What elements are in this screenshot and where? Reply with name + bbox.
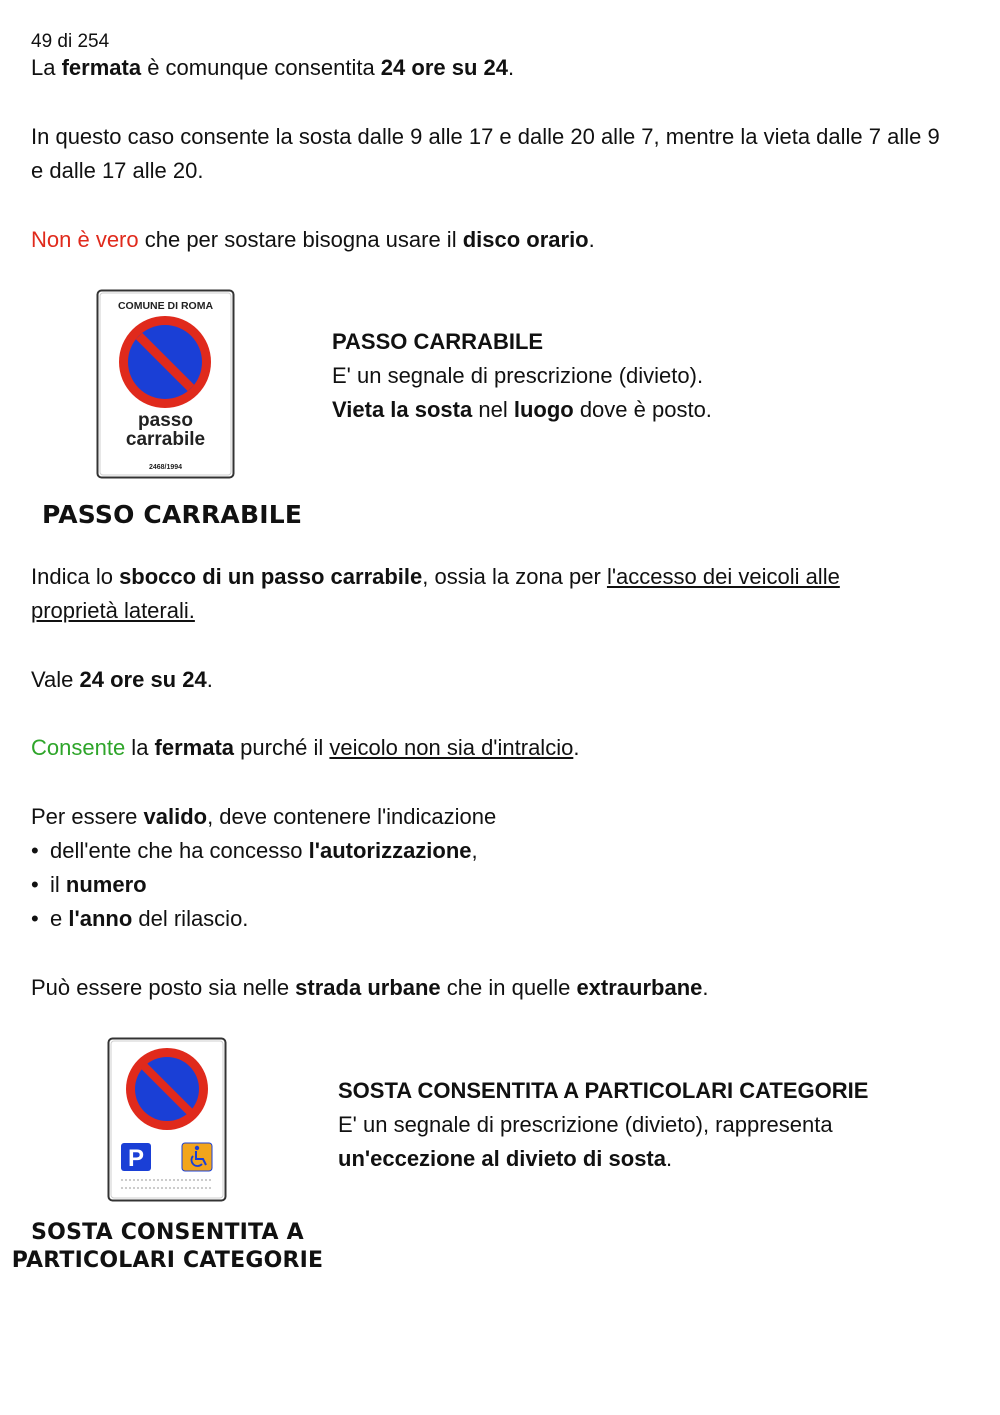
intro-paragraph-2: In questo caso consente la sosta dalle 9 alle 17 e dalle 20 alle 7, mentre la vieta dalle 7 alle 9 e dalle 17 alle 20. xyxy=(31,124,940,183)
sign-line-2: carrabile xyxy=(125,429,206,450)
passo-carrabile-sign xyxy=(96,289,235,479)
sign1-desc-title: PASSO CARRABILE xyxy=(332,329,544,354)
sign2-caption-line1: SOSTA CONSENTITA A xyxy=(31,1220,304,1245)
list-item: • e l'anno del rilascio. xyxy=(31,902,961,936)
no-parking-icon xyxy=(119,316,211,408)
sign2-caption xyxy=(0,1219,335,1275)
body-paragraph-1: Indica lo sbocco di un passo carrabile, ossia la zona per l'accesso dei veicoli alle proprietà laterali. xyxy=(31,564,840,623)
wheelchair-icon xyxy=(182,1143,212,1171)
no-parking-icon xyxy=(126,1048,208,1130)
parking-icon xyxy=(121,1143,151,1172)
allowed-text: Consente xyxy=(31,735,126,760)
sign-header-text: COMUNE DI ROMA xyxy=(117,300,214,312)
sign2-desc-title: SOSTA CONSENTITA A PARTICOLARI CATEGORIE xyxy=(338,1078,869,1103)
bullet-list xyxy=(31,834,961,936)
false-claim-text: Non è vero xyxy=(31,227,139,252)
intro-paragraph-1: La fermata è comunque consentita 24 ore su 24. xyxy=(31,55,515,80)
sign1-description xyxy=(332,325,972,427)
page-number: 49 di 254 xyxy=(31,31,110,52)
sign2-desc-line1: E' un segnale di prescrizione (divieto), rappresenta xyxy=(338,1112,833,1137)
body-paragraph-2: Vale 24 ore su 24. xyxy=(31,667,213,692)
sign-number: 2468/1994 xyxy=(148,464,183,471)
sign-line-1: passo xyxy=(138,410,193,431)
body-paragraph-4: Per essere valido, deve contenere l'indicazione xyxy=(31,804,497,829)
list-item: • dell'ente che ha concesso l'autorizzazione, xyxy=(31,834,961,868)
body-paragraph-5: Può essere posto sia nelle strada urbane che in quelle extraurbane. xyxy=(31,975,709,1000)
intro-paragraph-3: Non è vero che per sostare bisogna usare il disco orario. xyxy=(31,227,595,252)
sign1-desc-line1: E' un segnale di prescrizione (divieto). xyxy=(332,363,704,388)
sign1-caption: PASSO CARRABILE xyxy=(42,500,303,529)
list-item: • il numero xyxy=(31,868,961,902)
sign1-desc-line2: Vieta la sosta nel luogo dove è posto. xyxy=(332,397,712,422)
sign2-caption-line2: PARTICOLARI CATEGORIE xyxy=(11,1248,324,1273)
sign2-description xyxy=(338,1074,978,1176)
body-paragraph-3: Consente la fermata purché il veicolo non sia d'intralcio. xyxy=(31,735,580,760)
svg-text:P: P xyxy=(127,1145,145,1172)
sosta-consentita-sign xyxy=(107,1037,227,1202)
sign2-desc-line2: un'eccezione al divieto di sosta. xyxy=(338,1146,673,1171)
